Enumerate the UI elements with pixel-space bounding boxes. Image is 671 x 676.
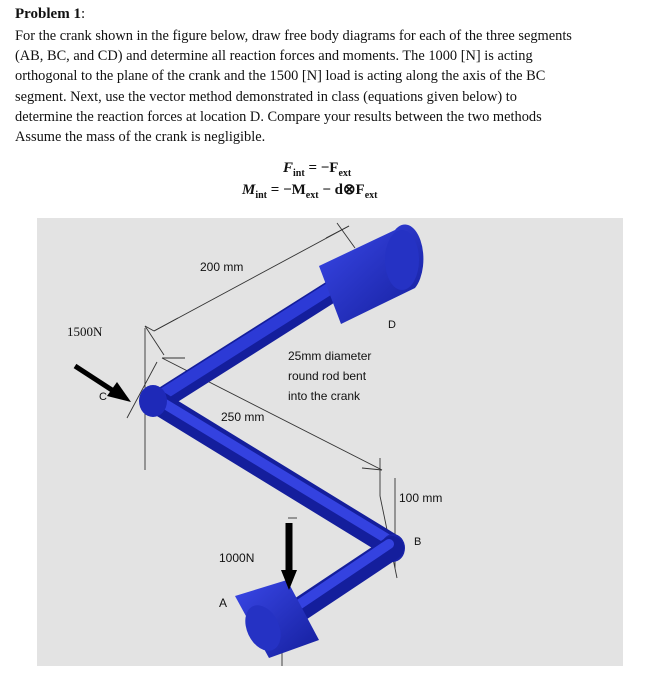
crank-figure [37,218,623,666]
point-d-label: D [388,319,396,331]
dim-200-label: 200 mm [200,260,244,274]
rod-note-line: 25mm diameter [288,349,372,363]
moment-equation [242,180,377,201]
point-a-label: A [219,596,228,610]
dim-250-label: 250 mm [221,410,265,424]
eq-subscript: int [255,190,268,201]
load-1000-arrow [281,523,297,590]
eq-symbol: M [242,182,256,198]
eq-subscript: ext [305,190,319,201]
statement-line: determine the reaction forces at location D. Compare your results between the two methods [15,108,542,125]
load-1000-label: 1000N [219,551,255,565]
statement-line: (AB, BC, and CD) and determine all reaction forces and moments. The 1000 [N] is acting [15,48,533,65]
dim-100-label: 100 mm [399,491,443,505]
statement-line: orthogonal to the plane of the crank and the 1500 [N] load is acting along the axis of the BC [15,68,546,85]
eq-subscript: ext [338,168,352,179]
eq-symbol: F [283,160,294,176]
point-c-label: C [99,391,107,403]
crank-rod [139,224,423,658]
rod-note [288,346,371,406]
problem-colon: : [80,6,86,22]
eq-body: = −F [304,160,339,176]
statement-line: Assume the mass of the crank is negligible. [15,129,266,146]
problem-statement [15,26,655,147]
statement-line: For the crank shown in the figure below, draw free body diagrams for each of the three segments [15,28,572,44]
point-b-label: B [414,536,422,548]
load-1500-label: 1500N [67,324,103,339]
rod-note-line: round rod bent [288,369,367,383]
force-equation [283,160,351,179]
crank-drawing [37,218,623,666]
eq-body: = −M [267,182,306,198]
eq-body: − d⊗F [318,182,365,198]
statement-line: segment. Next, use the vector method demonstrated in class (equations given below) to [15,88,517,105]
eq-subscript: int [293,168,305,179]
eq-subscript: ext [364,190,378,201]
problem-title: Problem 1 [15,6,81,22]
rod-note-line: into the crank [288,389,361,403]
problem-heading [15,6,85,23]
